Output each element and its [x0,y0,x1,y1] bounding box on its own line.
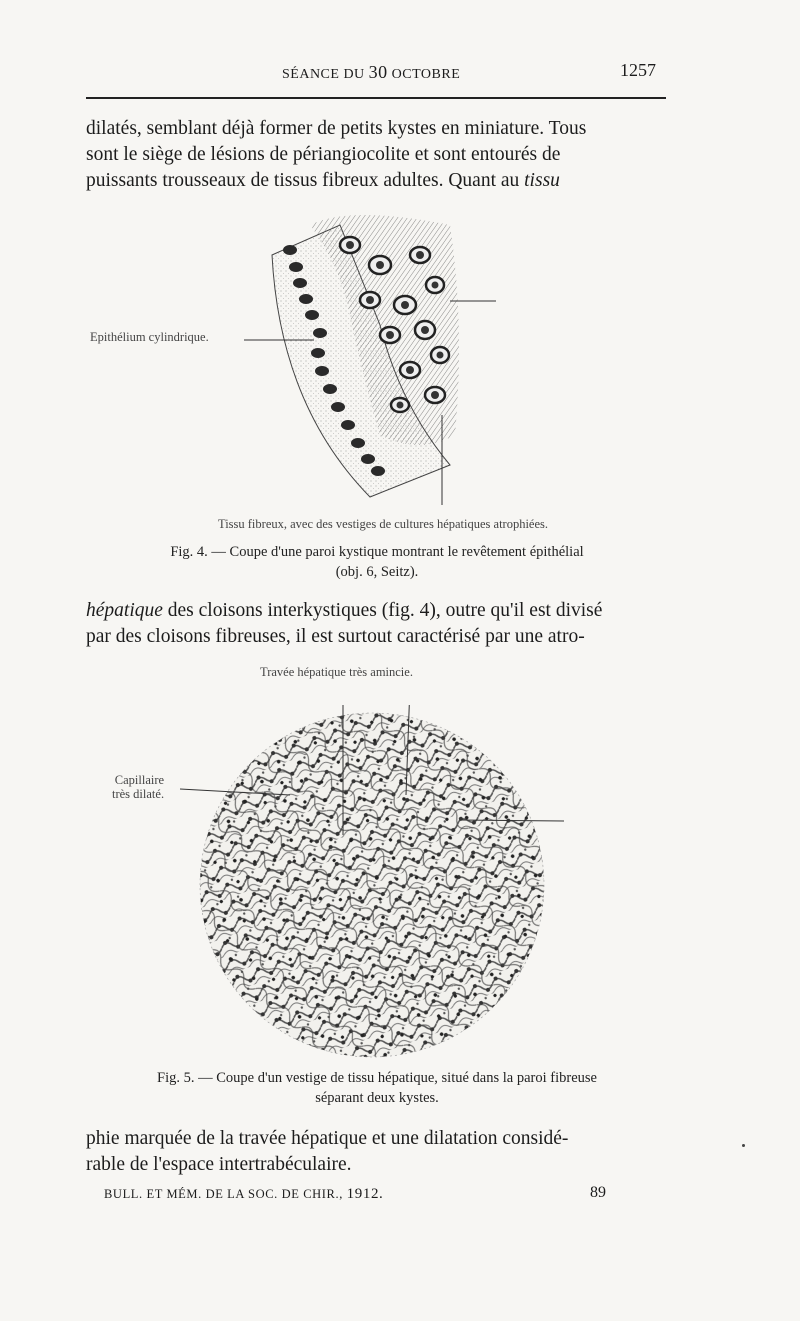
footer-year: 1912. [346,1186,384,1202]
figure-4-caption [86,542,668,582]
running-header [282,62,460,83]
figure-4-illustration [250,205,500,505]
text-italic: tissu [524,170,560,191]
text-line: dilatés, semblant déjà former de petits kystes en miniature. Tous [86,118,587,139]
footer-journal [104,1186,383,1203]
footer-signature: 89 [590,1184,606,1201]
page-number: 1257 [620,60,656,80]
text-line [86,168,668,194]
label-capillaire [112,773,164,801]
text-line: sont le siège de lésions de périangiocolite et sont entourés de [86,144,561,165]
text-line: par des cloisons fibreuses, il est surtout caractérisé par une atro- [86,626,585,647]
label-epithelium: Epithélium cylindrique. [90,330,209,344]
label-line: Capillaire [114,773,165,787]
leader-line [244,338,314,342]
text-segment: puissants trousseaux de tissus fibreux adultes. Quant au [86,170,525,191]
figure-5-illustration [180,705,570,1065]
paragraph-3 [86,1126,668,1178]
header-suffix: OCTOBRE [387,67,461,82]
text-segment: des cloisons interkystiques (fig. 4), outre qu'il est divisé [162,600,603,621]
caption-line: (obj. 6, Seitz). [335,564,419,580]
printing-speck [742,1144,745,1147]
caption-line: Fig. 4. — Coupe d'une paroi kystique montrant le revêtement épithélial [170,544,584,560]
caption-line: séparant deux kystes. [315,1090,439,1106]
label-line: très dilaté. [112,787,165,801]
label-travee: Travée hépatique très amincie. [260,665,413,679]
text-line [86,598,668,624]
figure-5-caption [86,1068,668,1108]
header-rule [86,97,666,99]
paragraph-2 [86,598,668,650]
text-line: phie marquée de la travée hépatique et une dilatation considé- [86,1128,569,1149]
label-tissu-fibreux: Tissu fibreux, avec des vestiges de cultures hépatiques atrophiées. [218,517,549,531]
paragraph-1 [86,116,668,194]
caption-line: Fig. 5. — Coupe d'un vestige de tissu hépatique, situé dans la paroi fibreuse [157,1070,597,1086]
text-line: rable de l'espace intertrabéculaire. [86,1154,352,1175]
footer-journal-text: BULL. ET MÉM. DE LA SOC. DE CHIR., [104,1187,347,1201]
text-italic: hépatique [86,600,163,621]
header-prefix: SÉANCE DU [282,67,369,82]
header-day: 30 [368,62,388,82]
